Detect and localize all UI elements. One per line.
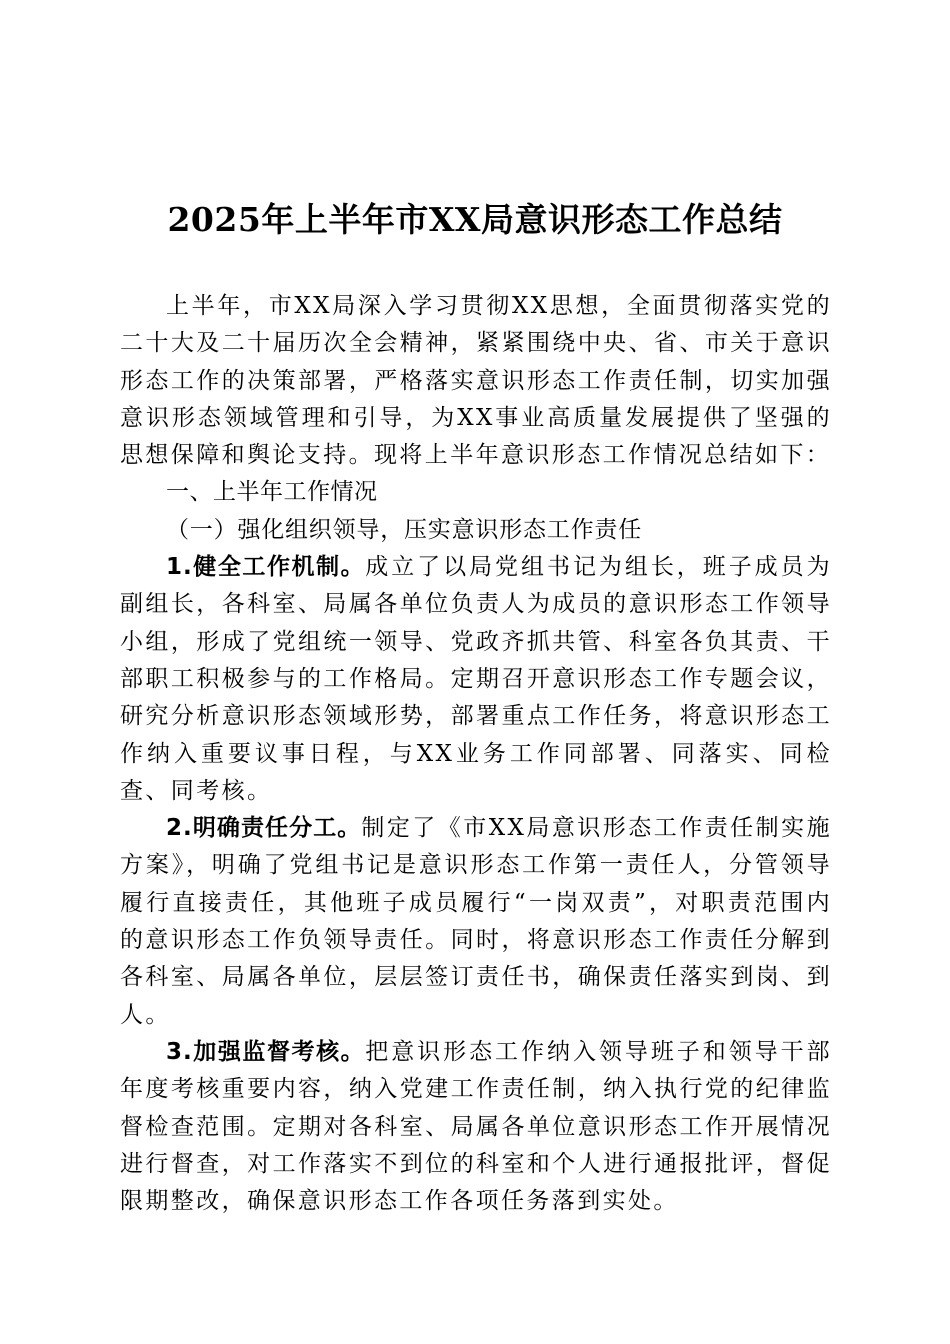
section-heading: 一、上半年工作情况 bbox=[166, 479, 378, 506]
item-paragraph bbox=[120, 810, 832, 1034]
item-paragraph bbox=[120, 549, 832, 810]
item-text: 把意识形态工作纳入领导班子和领导干部年度考核重要内容，纳入党建工作责任制，纳入执行党的纪律监督检查范围。定期对各科室、局属各单位意识形态工作开展情况进行督查，对工作落实不到位的科室和个人进行通报批评，督促限期整改，确保意识形态工作各项任务落到实处。 bbox=[120, 1038, 833, 1215]
item-paragraph bbox=[120, 1034, 832, 1220]
intro-paragraph: 上半年，市XX局深入学习贯彻XX思想，全面贯彻落实党的二十大及二十届历次全会精神，紧紧围绕中央、省、市关于意识形态工作的决策部署，严格落实意识形态工作责任制，切实加强意识形态领域管理和引导，为XX事业高质量发展提供了坚强的思想保障和舆论支持。现将上半年意识形态工作情况总结如下： bbox=[120, 293, 832, 469]
document-title: 2025年上半年市XX局意识形态工作总结 bbox=[167, 200, 783, 239]
subsection-heading: （一）强化组织领导，压实意识形态工作责任 bbox=[166, 516, 642, 543]
item-text: 制定了《市XX局意识形态工作责任制实施方案》，明确了党组书记是意识形态工作第一责任人，分管领导履行直接责任，其他班子成员履行“一岗双责”，对职责范围内的意识形态工作负领导责任。同时，将意识形态工作责任分解到各科室、局属各单位，层层签订责任书，确保责任落实到岗、到人。 bbox=[120, 815, 832, 1028]
item-lead: 2.明确责任分工。 bbox=[166, 815, 362, 842]
item-lead: 3.加强监督考核。 bbox=[166, 1038, 366, 1065]
item-text: 成立了以局党组书记为组长，班子成员为副组长，各科室、局属各单位负责人为成员的意识形态工作领导小组，形成了党组统一领导、党政齐抓共管、科室各负其责、干部职工积极参与的工作格局。定期召开意识形态工作专题会议，研究分析意识形态领域形势，部署重点工作任务，将意识形态工作纳入重要议事日程，与XX业务工作同部署、同落实、同检查、同考核。 bbox=[120, 554, 833, 804]
item-lead: 1.健全工作机制。 bbox=[166, 554, 366, 581]
document-body bbox=[120, 288, 832, 1220]
